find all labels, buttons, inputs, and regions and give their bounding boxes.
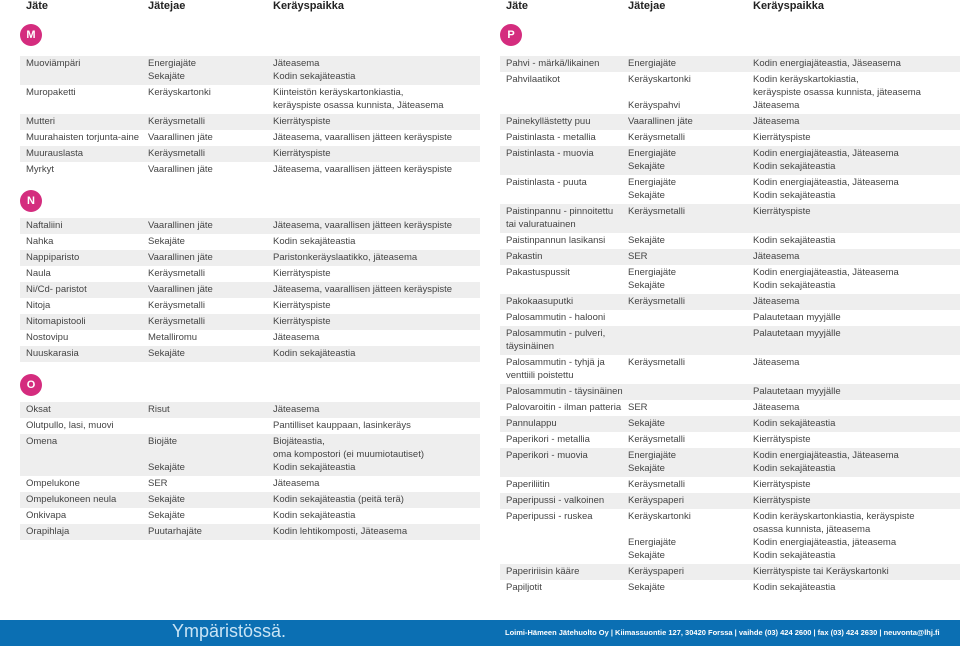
cell-c3: Kierrätyspiste (753, 434, 811, 445)
cell-c2: Vaarallinen jäte (148, 132, 213, 143)
cell-c2: Keräysmetalli (628, 296, 686, 307)
cell-c2c: Keräyspahvi (628, 100, 681, 111)
table-row (20, 114, 480, 130)
cell-c2: Keräysmetalli (148, 116, 206, 127)
cell-c3: Kierrätyspiste (273, 300, 331, 311)
cell-c3b: Kodin sekajäteastia (273, 71, 356, 82)
table-row (20, 218, 480, 234)
cell-c3: Kodin sekajäteastia (273, 510, 356, 521)
cell-c2c: Sekajäte (148, 462, 185, 473)
cell-c1: Muoviämpäri (26, 58, 81, 69)
cell-c3: Kodin sekajäteastia (273, 236, 356, 247)
table-row (20, 524, 480, 540)
cell-c2: Sekajäte (628, 418, 665, 429)
cell-c2: Energiajäte (628, 450, 677, 461)
left-column (20, 0, 480, 540)
cell-c1: Paperipussi - ruskea (506, 511, 593, 522)
cell-c2b: Sekajäte (148, 71, 185, 82)
cell-c3: Jäteasema, vaarallisen jätteen keräyspiste (273, 132, 453, 143)
cell-c1: Pannulappu (506, 418, 557, 429)
cell-c2b: Sekajäte (628, 190, 665, 201)
cell-c2: Vaarallinen jäte (148, 220, 213, 231)
cell-c3: Pantilliset kauppaan, lasinkeräys (273, 420, 411, 431)
table-row (20, 418, 480, 434)
cell-c3: Jäteasema (273, 332, 320, 343)
cell-c2: Keräysmetalli (148, 316, 206, 327)
cell-c3: Kodin energiajäteastia, Jäteasema (753, 177, 899, 188)
cell-c2: Vaarallinen jäte (628, 116, 693, 127)
cell-c3b: keräyspiste osassa kunnista, Jäteasema (273, 100, 444, 111)
header-waste: Jäte (26, 0, 49, 12)
table-row (500, 448, 960, 477)
cell-c1: Pakokaasuputki (506, 296, 574, 307)
cell-c3: Kodin energiajäteastia, Jäteasema (753, 450, 899, 461)
cell-c1: Palovaroitin - ilman patteria (506, 402, 622, 413)
cell-c2: Biojäte (148, 436, 178, 447)
table-row (20, 298, 480, 314)
cell-c2: Sekajäte (628, 582, 665, 593)
table-row (20, 146, 480, 162)
cell-c1: Olutpullo, lasi, muovi (26, 420, 114, 431)
cell-c3: Kierrätyspiste (753, 206, 811, 217)
cell-c3b: Kodin sekajäteastia (753, 190, 836, 201)
cell-c3: Kierrätyspiste (273, 148, 331, 159)
cell-c1: Naula (26, 268, 51, 279)
table-row (20, 56, 480, 85)
cell-c1: Pahvilaatikot (506, 74, 560, 85)
cell-c3: Palautetaan myyjälle (753, 312, 841, 323)
section-letter-badge: O (20, 374, 42, 396)
cell-c3c: Jäteasema (753, 100, 800, 111)
cell-c1: Naftaliini (26, 220, 63, 231)
cell-c2: SER (148, 478, 168, 489)
table-row (500, 294, 960, 310)
cell-c1: Paistinlasta - puuta (506, 177, 587, 188)
cell-c3d: Kodin sekajäteastia (753, 550, 836, 561)
cell-c2: Sekajäte (148, 348, 185, 359)
cell-c2: SER (628, 251, 648, 262)
cell-c1: Nitomapistooli (26, 316, 86, 327)
section-heading (20, 178, 480, 218)
column-header (20, 0, 480, 14)
cell-c2: Keräysmetalli (148, 300, 206, 311)
table-row (500, 493, 960, 509)
cell-c1: Ompelukoneen neula (26, 494, 117, 505)
cell-c3: Kodin sekajäteastia (273, 348, 356, 359)
cell-c3: Kierrätyspiste (273, 116, 331, 127)
table-row (20, 346, 480, 362)
cell-c2: SER (628, 402, 648, 413)
cell-c2d: Sekajäte (628, 550, 665, 561)
cell-c1: Omena (26, 436, 58, 447)
footer-contact: Loimi-Hämeen Jätehuolto Oy | Kiimassuontie 127, 30420 Forssa | vaihde (03) 424 2600 | fax (03) 424 2630 | neuvonta@lhj.fi (505, 628, 940, 637)
cell-c2: Keräysmetalli (628, 479, 686, 490)
cell-c3b: keräyspiste osassa kunnista, jäteasema (753, 87, 921, 98)
cell-c2: Metalliromu (148, 332, 198, 343)
cell-c1: Muropaketti (26, 87, 76, 98)
cell-c1: Muurauslasta (26, 148, 84, 159)
cell-c3: Jäteasema (753, 402, 800, 413)
header-waste: Jäte (506, 0, 529, 12)
section-letter-badge: P (500, 24, 522, 46)
cell-c3b: Kodin sekajäteastia (753, 463, 836, 474)
cell-c2: Energiajäte (628, 58, 677, 69)
column-header (500, 0, 960, 14)
cell-c3: Palautetaan myyjälle (753, 386, 841, 397)
cell-c2: Puutarhajäte (148, 526, 202, 537)
cell-c3: Kierrätyspiste (753, 479, 811, 490)
header-collection-point: Keräyspaikka (753, 0, 824, 12)
footer-bar (0, 620, 960, 646)
cell-c1: Myrkyt (26, 164, 54, 175)
cell-c1: Ni/Cd- paristot (26, 284, 87, 295)
cell-c1: Palosammutin - pulveri, (506, 328, 606, 339)
table-row (20, 330, 480, 346)
cell-c2: Energiajäte (148, 58, 197, 69)
table-row (500, 564, 960, 580)
cell-c1b: täysinäinen (506, 341, 555, 352)
cell-c2: Risut (148, 404, 170, 415)
cell-c3c: Kodin sekajäteastia (273, 462, 356, 473)
cell-c1: Paperipussi - valkoinen (506, 495, 605, 506)
cell-c1: Mutteri (26, 116, 56, 127)
cell-c2b: Sekajäte (628, 280, 665, 291)
cell-c3: Kierrätyspiste (753, 132, 811, 143)
table-row (500, 355, 960, 384)
cell-c3b: oma kompostori (ei muumiotautiset) (273, 449, 424, 460)
cell-c1: Orapihlaja (26, 526, 70, 537)
cell-c1: Muurahaisten torjunta-aine (26, 132, 140, 143)
header-fraction: Jätejae (628, 0, 666, 12)
table-row (20, 508, 480, 524)
cell-c1: Nostovipu (26, 332, 69, 343)
cell-c1: Pakastin (506, 251, 543, 262)
cell-c1: Paistinlasta - muovia (506, 148, 594, 159)
table-row (500, 130, 960, 146)
cell-c3: Jäteasema (753, 116, 800, 127)
cell-c1: Paperikori - metallia (506, 434, 590, 445)
table-row (20, 402, 480, 418)
cell-c1: Nappiparisto (26, 252, 80, 263)
cell-c3: Kodin sekajäteastia (753, 582, 836, 593)
table-row (500, 249, 960, 265)
cell-c1: Paperikori - muovia (506, 450, 588, 461)
cell-c3: Paristonkeräyslaatikko, jäteasema (273, 252, 418, 263)
cell-c3b: osassa kunnista, jäteasema (753, 524, 871, 535)
cell-c3: Kierrätyspiste (273, 316, 331, 327)
cell-c2: Keräysmetalli (148, 148, 206, 159)
cell-c1: Pakastuspussit (506, 267, 570, 278)
table-row (20, 234, 480, 250)
section-heading (20, 362, 480, 402)
cell-c3: Jäteasema (273, 58, 320, 69)
cell-c3: Jäteasema (273, 404, 320, 415)
cell-c2: Vaarallinen jäte (148, 252, 213, 263)
section-letter-badge: N (20, 190, 42, 212)
cell-c2b: Sekajäte (628, 161, 665, 172)
footer-brand: Ympäristössä. (172, 621, 287, 641)
cell-c1: Ompelukone (26, 478, 80, 489)
cell-c3: Kodin energiajäteastia, Jäseasema (753, 58, 901, 69)
cell-c3: Kodin keräyskartokiastia, (753, 74, 859, 85)
cell-c1: Papiljotit (506, 582, 542, 593)
cell-c3b: Kodin sekajäteastia (753, 161, 836, 172)
table-row (20, 314, 480, 330)
table-row (500, 56, 960, 72)
table-row (500, 146, 960, 175)
table-row (500, 580, 960, 596)
table-row (500, 432, 960, 448)
table-row (20, 476, 480, 492)
cell-c1: Onkivapa (26, 510, 67, 521)
table-row (500, 204, 960, 233)
cell-c1: Paistinpannun lasikansi (506, 235, 606, 246)
cell-c2: Keräysmetalli (628, 206, 686, 217)
cell-c1b: venttiili poistettu (506, 370, 574, 381)
table-row (500, 72, 960, 114)
cell-c3: Jäteasema, vaarallisen jätteen keräyspiste (273, 164, 453, 175)
header-fraction: Jätejae (148, 0, 186, 12)
cell-c2: Keräysmetalli (148, 268, 206, 279)
cell-c3: Biojäteastia, (273, 436, 325, 447)
cell-c1: Oksat (26, 404, 51, 415)
cell-c1: Palosammutin - tyhjä ja (506, 357, 605, 368)
cell-c1: Papeririisin kääre (506, 566, 580, 577)
cell-c3: Kodin sekajäteastia (753, 418, 836, 429)
cell-c1: Nahka (26, 236, 54, 247)
cell-c1: Paistinpannu - pinnoitettu (506, 206, 614, 217)
cell-c2: Energiajäte (628, 267, 677, 278)
header-collection-point: Keräyspaikka (273, 0, 344, 12)
cell-c3: Jäteasema, vaarallisen jätteen keräyspiste (273, 220, 453, 231)
cell-c3: Kodin keräyskartonkiastia, keräyspiste (753, 511, 915, 522)
cell-c3: Jäteasema, vaarallisen jätteen keräyspiste (273, 284, 453, 295)
cell-c2: Sekajäte (148, 236, 185, 247)
cell-c3: Kodin energiajäteastia, Jäteasema (753, 148, 899, 159)
table-row (20, 85, 480, 114)
table-row (500, 400, 960, 416)
cell-c2: Vaarallinen jäte (148, 284, 213, 295)
cell-c3: Jäteasema (753, 296, 800, 307)
cell-c1: Palosammutin - halooni (506, 312, 606, 323)
cell-c3: Jäteasema (273, 478, 320, 489)
cell-c3: Kierrätyspiste tai Keräyskartonki (753, 566, 889, 577)
cell-c1: Paperiliitin (506, 479, 550, 490)
table-row (20, 492, 480, 508)
cell-c1: Pahvi - märkä/likainen (506, 58, 600, 69)
cell-c1b: tai valuratuainen (506, 219, 576, 230)
cell-c2: Keräyskartonki (628, 74, 691, 85)
cell-c2: Keräysmetalli (628, 357, 686, 368)
table-row (500, 477, 960, 493)
cell-c3: Kierrätyspiste (753, 495, 811, 506)
cell-c3: Kodin sekajäteastia (peitä terä) (273, 494, 404, 505)
cell-c2: Energiajäte (628, 177, 677, 188)
cell-c3: Kierrätyspiste (273, 268, 331, 279)
table-row (20, 130, 480, 146)
cell-c2: Energiajäte (628, 148, 677, 159)
cell-c2c: Energiajäte (628, 537, 677, 548)
cell-c2: Sekajäte (628, 235, 665, 246)
table-row (20, 434, 480, 476)
cell-c1: Nitoja (26, 300, 51, 311)
cell-c2: Keräyskartonki (628, 511, 691, 522)
right-column (500, 0, 960, 596)
table-row (20, 282, 480, 298)
table-row (500, 509, 960, 564)
section-heading (500, 14, 960, 56)
table-row (500, 416, 960, 432)
cell-c3: Palautetaan myyjälle (753, 328, 841, 339)
cell-c2: Sekajäte (148, 510, 185, 521)
table-row (20, 250, 480, 266)
cell-c3: Jäteasema (753, 251, 800, 262)
cell-c2: Keräysmetalli (628, 132, 686, 143)
cell-c3b: Kodin sekajäteastia (753, 280, 836, 291)
table-row (500, 175, 960, 204)
cell-c2b: Sekajäte (628, 463, 665, 474)
cell-c2: Keräyspaperi (628, 495, 684, 506)
cell-c2: Vaarallinen jäte (148, 164, 213, 175)
table-row (500, 265, 960, 294)
cell-c3: Kiinteistön keräyskartonkiastia, (273, 87, 404, 98)
cell-c1: Painekyllästetty puu (506, 116, 591, 127)
table-row (500, 310, 960, 326)
table-row (20, 162, 480, 178)
section-letter-badge: M (20, 24, 42, 46)
cell-c2: Keräyspaperi (628, 566, 684, 577)
cell-c3: Kodin sekajäteastia (753, 235, 836, 246)
cell-c2: Keräysmetalli (628, 434, 686, 445)
cell-c2: Sekajäte (148, 494, 185, 505)
table-row (500, 114, 960, 130)
table-row (500, 233, 960, 249)
cell-c3: Kodin lehtikomposti, Jäteasema (273, 526, 408, 537)
table-row (500, 384, 960, 400)
cell-c2: Keräyskartonki (148, 87, 211, 98)
cell-c1: Nuuskarasia (26, 348, 79, 359)
cell-c3: Kodin energiajäteastia, Jäteasema (753, 267, 899, 278)
cell-c3: Jäteasema (753, 357, 800, 368)
table-row (20, 266, 480, 282)
section-heading (20, 14, 480, 56)
cell-c3c: Kodin energiajäteastia, jäteasema (753, 537, 897, 548)
table-row (500, 326, 960, 355)
cell-c1: Palosammutin - täysinäinen (506, 386, 623, 397)
cell-c1: Paistinlasta - metallia (506, 132, 596, 143)
